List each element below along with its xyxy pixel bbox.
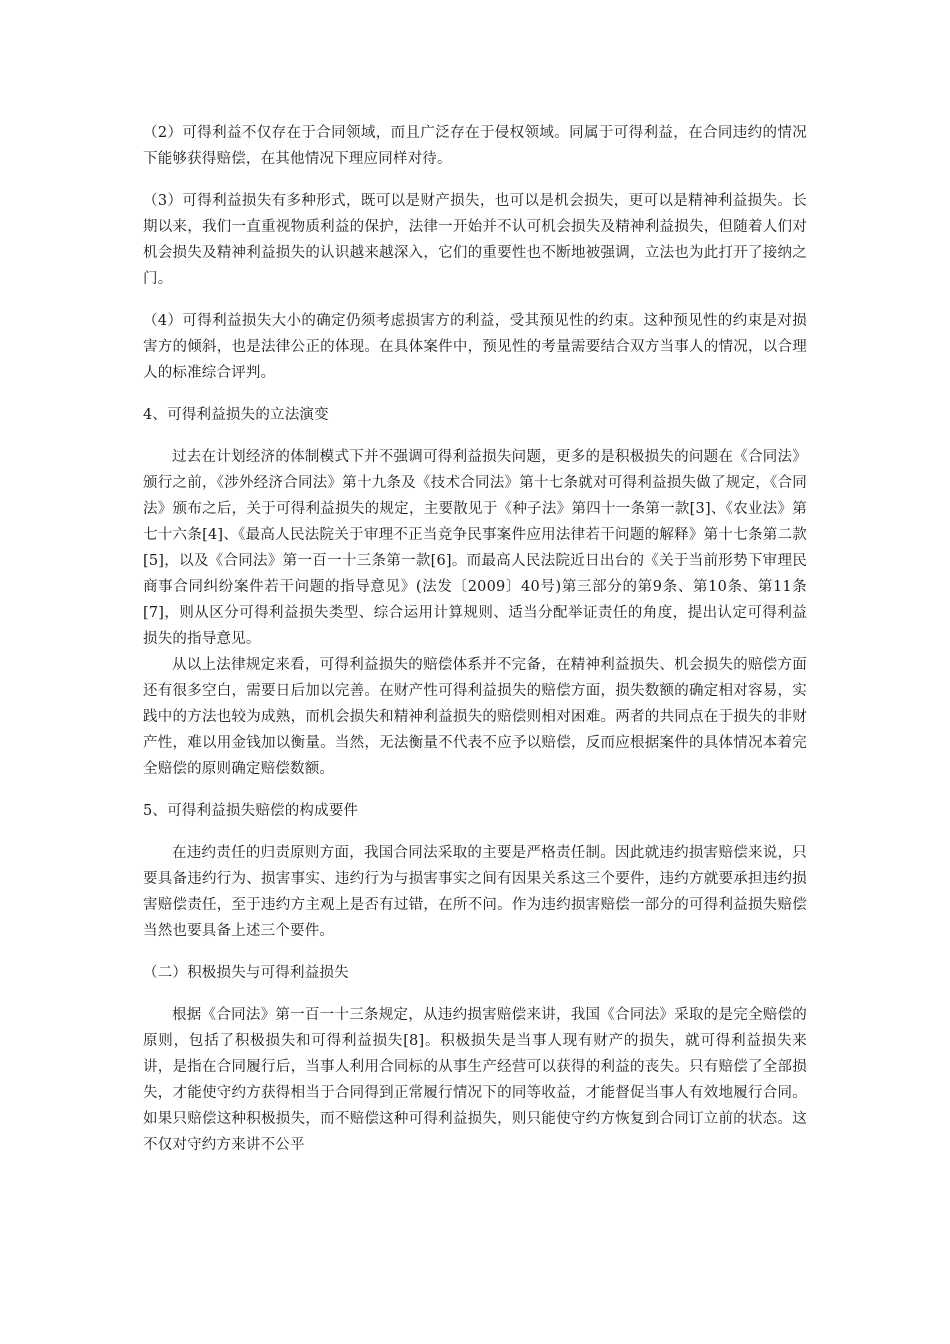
paragraph-legislation-history: 过去在计划经济的体制模式下并不强调可得利益损失问题，更多的是积极损失的问题在《合同法》颁行之前，《涉外经济合同法》第十九条及《技术合同法》第十七条就对可得利益损失做了规定，《合同法》颁布之后，关于可得利益损失的规定，主要散见于《种子法》第四十一条第一款[3]、《农业法》第七十六条[4]、《最高人民法院关于审理不正当竞争民事案件应用法律若干问题的解释》第十七条第二款[5]，以及《合同法》第一百一十三条第一款[6]。而最高人民法院近日出台的《关于当前形势下审理民商事合同纠纷案件若干问题的指导意见》(法发〔2009〕40号)第三部分的第9条、第10条、第11条[7]，则从区分可得利益损失类型、综合运用计算规则、适当分配举证责任的角度，提出认定可得利益损失的指导意见。 xyxy=(143,449,807,647)
paragraph-item-3: （3）可得利益损失有多种形式，既可以是财产损失，也可以是机会损失，更可以是精神利益损失。长期以来，我们一直重视物质利益的保护，法律一开始并不认可机会损失及精神利益损失，但随着人们对机会损失及精神利益损失的认识越来越深入，它们的重要性也不断地被强调，立法也为此打开了接纳之门。 xyxy=(143,193,807,287)
section-heading-5: 5、可得利益损失赔偿的构成要件 xyxy=(143,803,359,819)
section-heading-part-2: （二）积极损失与可得利益损失 xyxy=(143,965,349,981)
paragraph-active-vs-expected-loss: 根据《合同法》第一百一十三条规定，从违约损害赔偿来讲，我国《合同法》采取的是完全赔偿的原则，包括了积极损失和可得利益损失[8]。积极损失是当事人现有财产的损失，就可得利益损失来讲，是指在合同履行后，当事人利用合同标的从事生产经营可以获得的利益的丧失。只有赔偿了全部损失，才能使守约方获得相当于合同得到正常履行情况下的同等收益，才能督促当事人有效地履行合同。如果只赔偿这种积极损失，而不赔偿这种可得利益损失，则只能使守约方恢复到合同订立前的状态。这不仅对守约方来讲不公平 xyxy=(143,1007,807,1153)
paragraph-item-2: （2）可得利益不仅存在于合同领域，而且广泛存在于侵权领域。同属于可得利益，在合同违约的情况下能够获得赔偿，在其他情况下理应同样对待。 xyxy=(143,125,807,167)
paragraph-constituent-elements: 在违约责任的归责原则方面，我国合同法采取的主要是严格责任制。因此就违约损害赔偿来说，只要具备违约行为、损害事实、违约行为与损害事实之间有因果关系这三个要件，违约方就要承担违约损害赔偿责任，至于违约方主观上是否有过错，在所不问。作为违约损害赔偿一部分的可得利益损失赔偿当然也要具备上述三个要件。 xyxy=(143,845,807,939)
document-body xyxy=(143,120,807,1158)
paragraph-legislation-analysis: 从以上法律规定来看，可得利益损失的赔偿体系并不完备，在精神利益损失、机会损失的赔偿方面还有很多空白，需要日后加以完善。在财产性可得利益损失的赔偿方面，损失数额的确定相对容易，实践中的方法也较为成熟，而机会损失和精神利益损失的赔偿则相对困难。两者的共同点在于损失的非财产性，难以用金钱加以衡量。当然，无法衡量不代表不应予以赔偿，反而应根据案件的具体情况本着完全赔偿的原则确定赔偿数额。 xyxy=(143,657,807,777)
section-heading-4: 4、可得利益损失的立法演变 xyxy=(143,407,329,423)
paragraph-item-4: （4）可得利益损失大小的确定仍须考虑损害方的利益，受其预见性的约束。这种预见性的约束是对损害方的倾斜，也是法律公正的体现。在具体案件中，预见性的考量需要结合双方当事人的情况，以合理人的标准综合评判。 xyxy=(143,313,807,381)
